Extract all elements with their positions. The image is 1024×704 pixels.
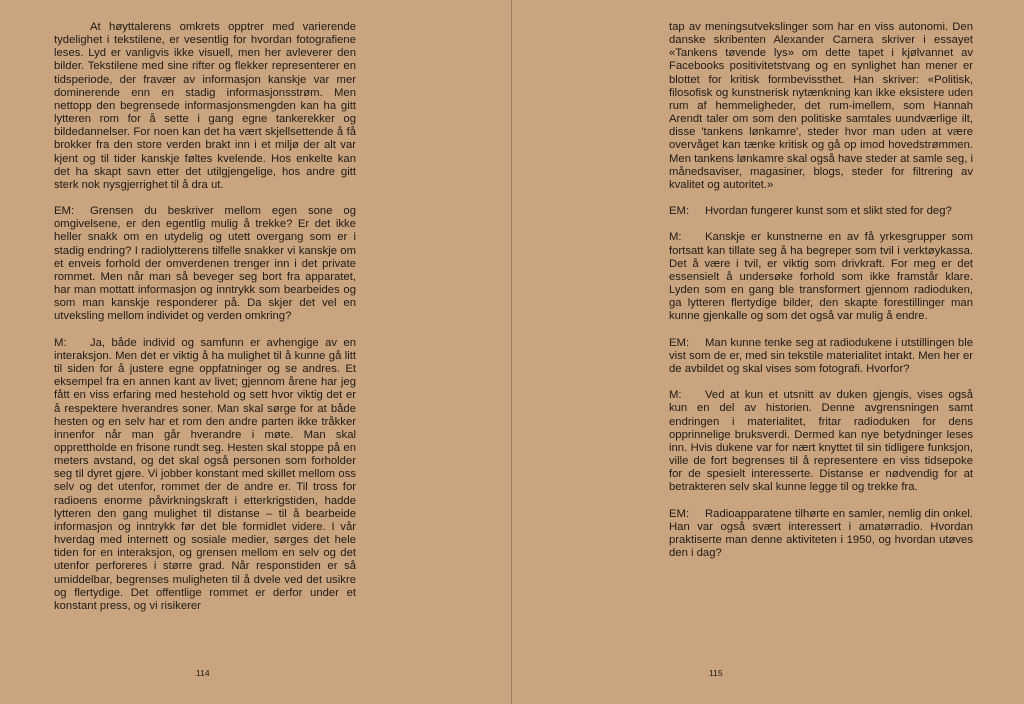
page-number: 115	[709, 668, 723, 678]
paragraph: EM: Grensen du beskriver mellom egen sone og omgivelsene, er den egentlig mulig å trekke? Er det ikke heller snakk om en utydelig og utett overgang som er i stadig endring? I radiolytterens tilfelle snakker vi kanskje om et enveis forhold der omverdenen trenger inn i det private rommet. Men når man så beveger seg bort fra apparatet, har man mottatt informasjon og inntrykk som bearbeides og som man kanskje responderer på. Da skjer det vel en utveksling mellom individet og verden omkring?	[54, 205, 356, 323]
page-number: 114	[196, 668, 210, 678]
paragraph: EM: Radioapparatene tilhørte en samler, nemlig din onkel. Han var også svært interessert i amatørradio. Hvordan praktiserte man denne aktiviteten i 1950, og hvordan utøves den i dag?	[669, 507, 973, 560]
left-page	[0, 0, 511, 704]
paragraph: M: Ved at kun et utsnitt av duken gjengis, vises også kun en del av historien. Denne avgrensningen samt endringen i materialitet, fritar radioduken for dens opprinnelige bruksverdi. Dermed kan nye betydninger leses inn. Hvis dukene var for nært knyttet til sin tidligere funksjon, ville de fort begrenses til å representere en viss tidsepoke for de spesielt interesserte. Distanse er nødvendig for at betrakteren selv skal kunne legge til og trekke fra.	[669, 389, 973, 494]
paragraph: M: Ja, både individ og samfunn er avhengige av en interaksjon. Men det er viktig å ha mulighet til å kunne gå litt til siden for å justere egne oppfatninger og se andres. Et eksempel fra en annen kant av livet; gjennom årene har jeg fått en viss erfaring med hestehold og sett hvor viktig det er å respektere hverandres soner. Man skal sørge for at både hesten og en selv har et rom den andre parten ikke tråkker innenfor når man går hverandre i møte. Man skal opprettholde en frisone rundt seg. Hesten skal stoppe på en meters avstand, og det skal også personen som forholder seg til dyret gjøre. Vi jobber konstant med skillet mellom oss selv og det utenfor, rommet der de andre er. Til tross for radioens enorme påvirkningskraft i etterkrigstiden, hadde lytteren den gang mulighet til distanse – til å bearbeide informasjon og inntrykk før det ble formidlet videre. I vår hverdag med internett og sosiale medier, sørges det hele tiden for en interaksjon, og grensen mellom en selv og det utenfor perforeres i større grad. Når responstiden er så umiddelbar, begrenses muligheten til å dvele ved det usikre og flertydige. Det offentlige rommet er derfor under et konstant press, og vi risikerer	[54, 336, 356, 612]
speaker-label: EM:	[669, 205, 690, 218]
paragraph: EM: Man kunne tenke seg at radiodukene i utstillingen ble vist som de er, med sin tekstile materialitet intakt. Men her er de avbildet og skal vises som fotografi. Hvorfor?	[669, 336, 973, 376]
speaker-label: EM:	[669, 507, 690, 520]
right-page-text	[669, 21, 973, 573]
paragraph: M: Kanskje er kunstnerne en av få yrkesgrupper som fortsatt kan tillate seg å ha begreper som tvil i verktøykassa. Det å være i tvil, er viktig som drivkraft. For meg er det essensielt å undersøke forhold som ikke framstår klare. Lyden som en gang ble transformert gjennom radioduken, ga lytteren flertydige bilder, den skapte forestillinger man kunne gjenkalle og som det også var mulig å endre.	[669, 231, 973, 323]
right-page	[512, 0, 1024, 704]
speaker-label: M:	[669, 231, 682, 244]
paragraph: tap av meningsutvekslinger som har en viss autonomi. Den danske skribenten Alexander Carnera skriver i essayet «Tankens tøvende lys» om dette tapet i kjølvannet av Facebooks positivitetstvang og en synlighet han mener er blottet for kritisk formbevissthet. Han skriver: «Politisk, filosofisk og kunstnerisk nytænkning kan ikke eksistere uden rum af hemmeligheder, det rum-imellem, som Hannah Arendt taler om som den politiske samtales uundværlige ilt, disse 'tankens lønkamre', steder hvor man uden at være overvåget kan tænke kritisk og gå op imod hovedstrømmen. Men tankens lønkamre skal også have steder at samle seg, i månedsaviser, magasiner, blogs, steder for filtrering av kvalitet og autoritet.»	[669, 21, 973, 191]
paragraph: EM: Hvordan fungerer kunst som et slikt sted for deg?	[669, 205, 952, 218]
speaker-label: EM:	[54, 205, 75, 218]
speaker-label: M:	[669, 389, 682, 402]
speaker-label: EM:	[669, 336, 690, 349]
paragraph: At høyttalerens omkrets opptrer med varierende tydelighet i tekstilene, er vesentlig for hvordan fotografiene leses. Lyd er vanligvis ikke visuell, men her avleverer den bilder. Tekstilene med sine rifter og flekker representerer en tidsperiode, der fravær av informasjon kanskje var mer dominerende enn en stadig informasjonsstrøm. Men nettopp den begrensede informasjonsmengden kan ha gitt lytteren rom for å sette i gang egne tankerekker og bildedannelser. For noen kan det ha vært skjellsettende å få brokker fra den store verden brakt inn i et miljø der alt var kjent og til tider kanskje føltes kvelende. Hos enkelte kan det ha skapt savn etter det utilgjengelige, hos andre gitt sterk nok nysgjerrighet til å dra ut.	[54, 21, 356, 191]
speaker-label: M:	[54, 336, 67, 349]
left-page-text	[54, 21, 356, 626]
